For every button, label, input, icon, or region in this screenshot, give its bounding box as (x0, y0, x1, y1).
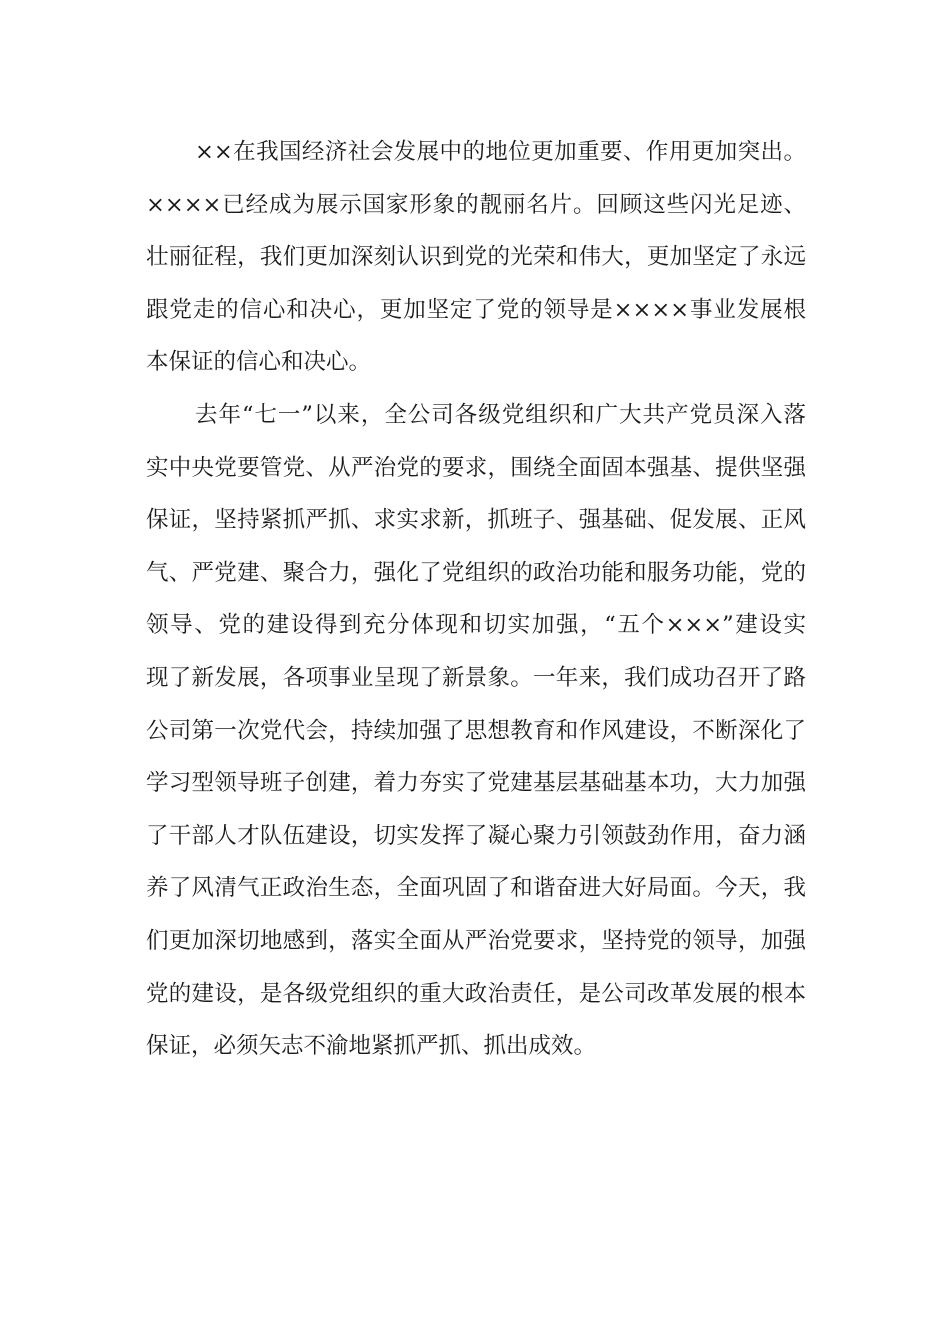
paragraph-2 (146, 389, 806, 1073)
text-line: 保证，必须矢志不渝地紧抓严抓、抓出成效。 (146, 1033, 597, 1060)
text-line: 了干部人才队伍建设，切实发挥了凝心聚力引领鼓劲作用，奋力涵 (146, 822, 806, 849)
document-body (146, 126, 806, 1073)
paragraph-1 (146, 126, 806, 389)
text-line: 跟党走的信心和决心，更加坚定了党的领导是××××事业发展根 (146, 296, 806, 323)
text-line: 学习型领导班子创建，着力夯实了党建基层基础基本功，大力加强 (146, 770, 806, 797)
text-line: 领导、党的建设得到充分体现和切实加强，“五个×××”建设实 (146, 612, 806, 639)
text-line: 气、严党建、聚合力，强化了党组织的政治功能和服务功能，党的 (146, 559, 806, 586)
text-line: 们更加深切地感到，落实全面从严治党要求，坚持党的领导，加强 (146, 927, 806, 954)
text-line: 实中央党要管党、从严治党的要求，围绕全面固本强基、提供坚强 (146, 454, 806, 481)
text-line: 公司第一次党代会，持续加强了思想教育和作风建设，不断深化了 (146, 717, 806, 744)
text-line: ××××已经成为展示国家形象的靓丽名片。回顾这些闪光足迹、 (146, 191, 806, 218)
text-line: 本保证的信心和决心。 (146, 349, 372, 376)
text-line: 养了风清气正政治生态，全面巩固了和谐奋进大好局面。今天，我 (146, 875, 806, 902)
text-line: 保证，坚持紧抓严抓、求实求新，抓班子、强基础、促发展、正风 (146, 507, 806, 534)
text-line: 现了新发展，各项事业呈现了新景象。一年来，我们成功召开了路 (146, 664, 806, 691)
text-line: 壮丽征程，我们更加深刻认识到党的光荣和伟大，更加坚定了永远 (146, 244, 806, 271)
text-line: 党的建设，是各级党组织的重大政治责任，是公司改革发展的根本 (146, 980, 806, 1007)
text-line: ××在我国经济社会发展中的地位更加重要、作用更加突出。 (195, 139, 806, 165)
text-line: 去年“七一”以来，全公司各级党组织和广大共产党员深入落 (195, 401, 806, 428)
